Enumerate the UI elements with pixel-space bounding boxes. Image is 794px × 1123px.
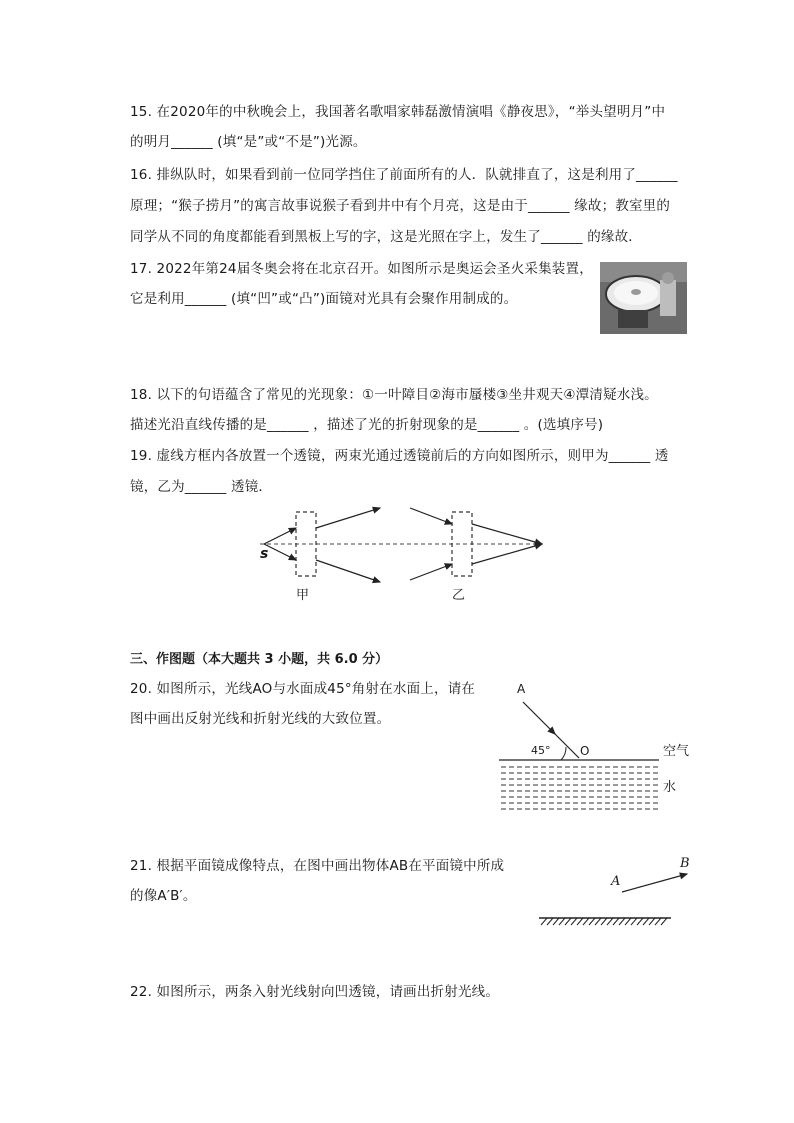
lens-box-yi [452, 512, 472, 576]
label-s: s [260, 546, 269, 562]
plane-mirror-diagram [535, 852, 695, 932]
q21-line1: 21. 根据平面镜成像特点，在图中画出物体AB在平面镜中所成 [130, 858, 505, 874]
section3-title: 三、作图题（本大题共 3 小题，共 6.0 分） [130, 652, 389, 667]
q20-line2: 图中画出反射光线和折射光线的大致位置。 [130, 711, 391, 727]
q19-line2: 镜，乙为______ 透镜． [130, 479, 273, 495]
label-o: O [580, 744, 590, 758]
q16-line2: 原理；“猴子捞月”的寓言故事说猴子看到井中有个月亮，这是由于______ 缘故；教室里的 [130, 198, 671, 214]
label-air: 空气 [663, 744, 690, 759]
q15-line1: 15. 在2020年的中秋晚会上，我国著名歌唱家韩磊激情演唱《静夜思》，“举头望明月”中 [130, 104, 666, 120]
q21-line2: 的像A′B′。 [130, 888, 197, 904]
q19-line1: 19. 虚线方框内各放置一个透镜，两束光通过透镜前后的方向如图所示，则甲为______ 透 [130, 448, 669, 464]
label-a: A [611, 874, 621, 889]
q18-line1: 18. 以下的句语蕴含了常见的光现象：①一叶障目②海市蜃楼③坐井观天④潭清疑水浅。 [130, 387, 658, 403]
q17-line2: 它是利用______ (填“凹”或“凸”)面镜对光具有会聚作用制成的。 [130, 291, 518, 307]
label-yi: 乙 [452, 588, 466, 603]
lens-diagram [250, 500, 550, 610]
q15-line2: 的明月______ (填“是”或“不是”)光源。 [130, 134, 367, 150]
q16-line1: 16. 排纵队时，如果看到前一位同学挡住了前面所有的人．队就排直了，这是利用了______ [130, 167, 678, 183]
lens-box-jia [296, 512, 316, 576]
q18-line2: 描述光沿直线传播的是______ ，描述了光的折射现象的是______ 。(选填序号) [130, 417, 604, 433]
label-a: A [517, 682, 526, 696]
q22-line1: 22. 如图所示，两条入射光线射向凹透镜，请画出折射光线。 [130, 984, 500, 1000]
label-jia: 甲 [296, 588, 310, 603]
reflection-refraction-diagram [495, 680, 705, 820]
q16-line3: 同学从不同的角度都能看到黑板上写的字，这是光照在字上，发生了______ 的缘故． [130, 229, 642, 245]
q20-line1: 20. 如图所示，光线AO与水面成45°角射在水面上，请在 [130, 681, 476, 697]
olympic-flame-collector-photo [600, 262, 687, 334]
label-water: 水 [663, 780, 677, 795]
label-angle: 45° [531, 744, 551, 757]
q17-line1: 17. 2022年第24届冬奥会将在北京召开。如图所示是奥运会圣火采集装置， [130, 261, 593, 277]
flame-collector-image [600, 262, 687, 334]
label-b: B [680, 856, 690, 871]
